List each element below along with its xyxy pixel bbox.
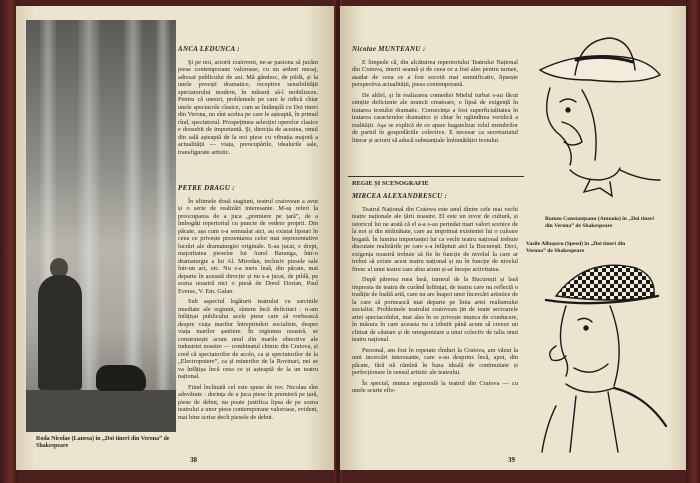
section-heading: MIRCEA ALEXANDRESCU : xyxy=(352,192,448,200)
section-heading: Nicolae MUNTEANU : xyxy=(352,45,426,53)
page-number-right: 39 xyxy=(508,456,515,464)
paragraph: Şi pe noi, actorii craioveni, ne-ar pasiona să jucăm piese contemporane valoroase, cu un ardent mesaj, adresat publicului de azi. Mă gândesc, de pildă, și la unele povești dramatice, receptive sensibilității spectatorului modern, în măsură să-l mobilizeze. Pentru că uneori, problemele pe care le ridică chiar unele spectacole clasice, cum se întâmplă cu Doi tineri din Verona, nu sînt acelea pe care le așteaptă, în primul rînd, spectatorul. Prospețimea selecției operelor clasice e deosebit de importantă. Şi, direcția de acestea, omul din sală așteaptă de la noi piese cu vibrația majoră a actualității — viața, preocupările, idealurile sale, transfigurate artistic. xyxy=(178,58,318,156)
caricature-top xyxy=(520,30,670,210)
section-heading: ANCA LEDUNCA : xyxy=(178,45,240,53)
book-cover-right xyxy=(686,0,700,483)
section-divider xyxy=(348,176,524,177)
left-page xyxy=(16,6,336,470)
paragraph: Personal, am fost în repetate rînduri la Craiova, am văzut la unii incercări interesante, care s-au desprins încă, apoi, din păcate, fără nă rămînă în baza ideală de continuitate și perfecționare în sensul artistic ale teatrului. xyxy=(352,346,518,376)
paragraph: Teatrul Național din Craiova este unul dintre cele mai vechi teatre naționale ale țării noastre. El este un izvor de cultură, și istoricul lui ne arată că el a-a s-au perindat mari valori scenice de la noi și din străinătate, care au imprimat existentei lui o culoare bogată. În lumina importanței lui ca vechi teatru național trebuie discutate realizările pe care s-a înfăptuit aici la București. Deci, exigența noastră trebuie să fie în funcție de nivelul la care ar trebui să existe acest teatru național și nu în funcție de nivelul firesc al unui teatru care abia acum și-ar începe activitatea. xyxy=(352,205,518,273)
paragraph: Fiind înclinată cel este spuse de tov. Nicolau sînt adevărate : dorința de a juca piese în premieră pe țară, piese de debut, nu poate justifica lipsa de pe scena teatrului a unor piese contemporane valoroase, evident, mai bine scrise decît piesele de debut. xyxy=(178,383,318,421)
paragraph: După părerea mea însă, turneul de la București și lasă impresia de teatru de curând înființat, de teatru care nu reflectă o tradiție de înaltă artă, care nu are înapoi unor încercări artistice de la care să pornească mai departe pe linia artei realismului socialist. Problemele teatrului craiovean țin de toate sectoarele artei spectacolului, mai ales în ce privește munca de conducere, în măsura în care aceasta nu a izbutit până acum să creeze un climat de căutare și de omogenizare a unui colectiv de talia unui teatru național. xyxy=(352,276,518,343)
paragraph: În ultimele două stagiuni, teatrul craiovean a avut și o serie de realizări interesante. M-aș referi la preocuparea de a juca „premiere pe țară”, de a îmbogăți repertoriul cu puncte de vedere proprii. Din păcate, așa cum s-a semnalat aici, au existat lipsuri în ceea ce privește prezentarea celor mai reprezentative lucrări ale dramaturgiei originale. S-au jucat, e drept, majoritatea pieselor lui Aurel Baranga, într-o dramaturgie a lui Al. Mirodan, inclusiv piesele sale într-un act, etc. Nu s-a mers însă, din păcate, mai departe în această direcție și nu s-a jucat, de pildă, pe scena noastră nici o piesă de Dorel Dorian, Paul Everac, V. Em. Galan. xyxy=(178,197,318,295)
paragraph: De altfel, și în realizarea comediei Mielul turbat s-au făcut simțite deficiente ale muncii creatoare, o lipsă de exigență în tratarea textului dramatic. Consecința a fost superficialitatea în tratarea caracterelor dramatice și chiar în oglindirea veridică a realității. Aşa se explică de ce apare bagatelizat rolul membrilor de partid în gospodăriile colective. E necesar ca secretariatul literar și actorii să aducă substanțiale îmbunătățiri textului. xyxy=(352,91,518,144)
section-heading: PETRE DRAGU : xyxy=(178,184,235,192)
stage-photo xyxy=(26,20,176,432)
section-petre-dragu xyxy=(178,185,318,424)
paragraph: E limpede că, din alcătuirea repertoriului Teatrului Național din Craiova, tinerii seamă și de ceea ce a fost ales pentru turnee, asadar de ceea ce a fost socotit mai semnificativ, lipsește perspectiva actualității, piesa contemporană. xyxy=(352,58,518,88)
page-number-left: 38 xyxy=(190,456,197,464)
paragraph: Sub aspectul legăturii teatrului cu sarcinile imediate ale regiunii, sîntem încă deficitari : n-am înfățișat publicului acele piese care să vorbească despre viața marilor întreprinderi socialiste, despre viața marilor șantiere. În regiunea noastră, se construiește acum unul din marile obiective ale industriei noastre — combinatul chimic din Craiova, și cred că spectatorilor de acolo, ca și spectatorilor de la „Electroputere”, ca și minerilor de la Rovinari, nei se va înfățișa încă ceea ce și așteaptă de la un teatru național. xyxy=(178,298,318,380)
paragraph: În special, munca regizorală la teatrul din Craiova — cu unele scurte eflo- xyxy=(352,379,518,394)
caricature-caption-2: Vasile Albuşoru (Speed) în „Doi tineri din Verona” de Shakespeare xyxy=(526,241,626,254)
caricature-caption-1: Romeo Constanţeanu (Antonio) în „Doi tineri din Verona” de Shakespeare xyxy=(545,216,654,229)
section-nicolae-munteanu xyxy=(352,46,518,147)
caricature-bottom xyxy=(526,256,674,456)
photo-caption: Roda Nicolae (Lanesa) in „Doi tineri din Verona” de Shakespeare xyxy=(36,436,170,449)
section-anca-ledunca xyxy=(178,46,318,159)
right-page xyxy=(340,6,686,470)
section-title: REGIE ȘI SCENOGRAFIE xyxy=(352,180,429,187)
section-mircea-alexandrescu xyxy=(352,193,518,398)
